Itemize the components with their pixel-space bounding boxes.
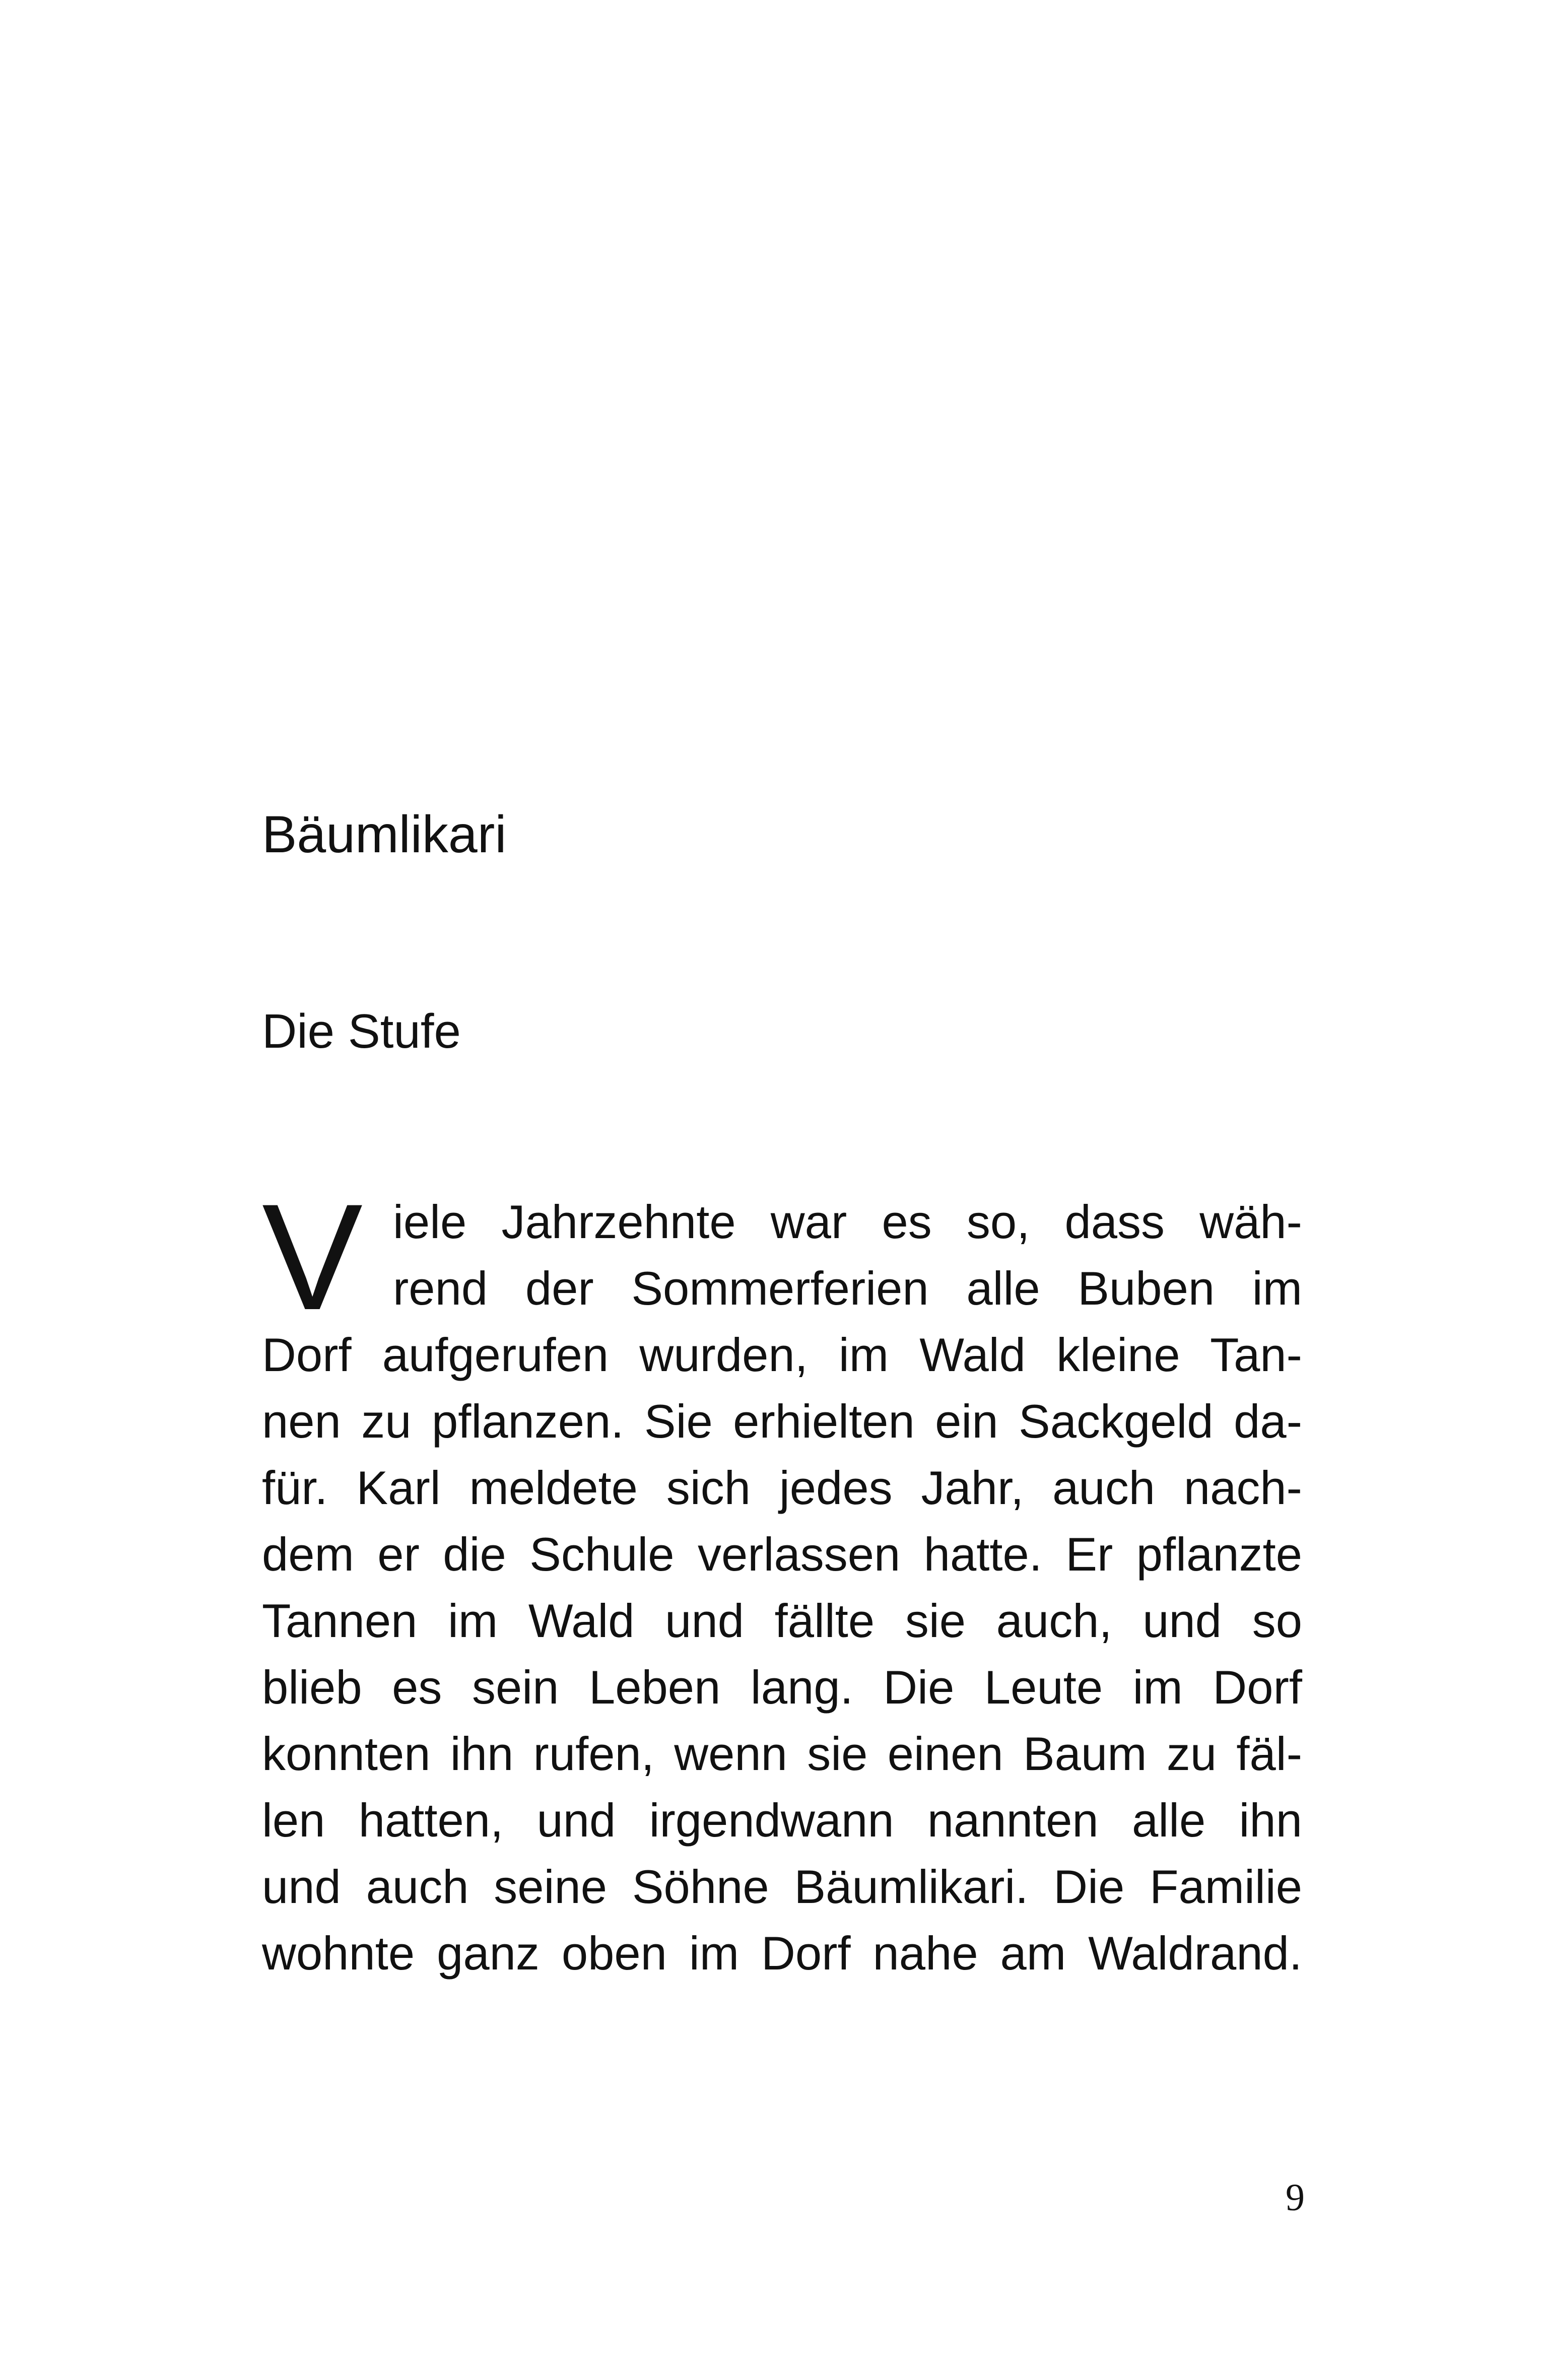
- paragraph-line: konnten ihn rufen, wenn sie einen Baum zu fäl-: [262, 1727, 1302, 1780]
- chapter-title: Bäumlikari: [262, 805, 507, 864]
- paragraph-line: für. Karl meldete sich jedes Jahr, auch nach-: [262, 1461, 1302, 1514]
- paragraph-line: wohnte ganz oben im Dorf nahe am Waldrand.: [262, 1927, 1302, 1980]
- page-number: 9: [1286, 2177, 1305, 2219]
- drop-cap: V: [262, 1172, 363, 1341]
- paragraph-line: und auch seine Söhne Bäumlikari. Die Familie: [262, 1860, 1302, 1913]
- paragraph-line: iele Jahrzehnte war es so, dass wäh-: [393, 1195, 1302, 1248]
- paragraph-line: blieb es sein Leben lang. Die Leute im Dorf: [262, 1661, 1302, 1714]
- section-title: Die Stufe: [262, 1004, 461, 1058]
- paragraph-line: dem er die Schule verlassen hatte. Er pflanzte: [262, 1528, 1302, 1581]
- paragraph-line: Tannen im Wald und fällte sie auch, und so: [262, 1594, 1302, 1647]
- paragraph-line: rend der Sommerferien alle Buben im: [393, 1262, 1302, 1315]
- paragraph-line: Dorf aufgerufen wurden, im Wald kleine Tan-: [262, 1328, 1302, 1381]
- paragraph-line: len hatten, und irgendwann nannten alle ihn: [262, 1794, 1302, 1847]
- body-paragraph: [262, 1172, 1302, 1987]
- paragraph-line: nen zu pflanzen. Sie erhielten ein Sackgeld da-: [262, 1395, 1302, 1448]
